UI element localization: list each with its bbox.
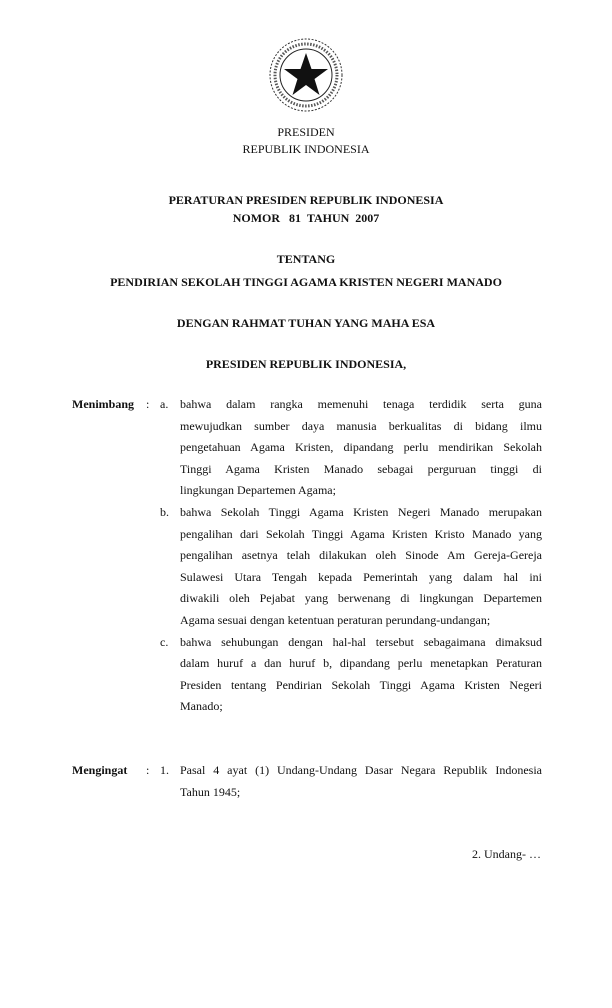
text-line: bahwa Sekolah Tinggi Agama Kristen Negeri Manado merupakan	[180, 505, 542, 519]
text-line: pengetahuan Agama Kristen, dipandang perlu mendirikan Sekolah	[180, 440, 542, 455]
invocation: DENGAN RAHMAT TUHAN YANG MAHA ESA	[176, 316, 436, 330]
mengingat-label: Mengingat	[72, 763, 128, 777]
item-marker: 1.	[160, 763, 169, 777]
regulation-title: PERATURAN PRESIDEN REPUBLIK INDONESIA	[168, 193, 444, 207]
text-line: Pasal 4 ayat (1) Undang-Undang Dasar Negara Republik Indonesia	[180, 763, 542, 777]
regulation-number: NOMOR 81 TAHUN 2007	[232, 211, 380, 225]
item-marker: c.	[160, 634, 169, 649]
text-line: lingkungan Departemen Agama;	[180, 483, 336, 498]
text-line: bahwa dalam rangka memenuhi tenaga terdidik serta guna	[180, 397, 542, 411]
subject-label: TENTANG	[276, 252, 336, 266]
state-emblem-icon	[266, 36, 346, 114]
header-republic: REPUBLIK INDONESIA	[242, 142, 370, 156]
text-line: Sulawesi Utara Tengah kepada Pemerintah yang dalam hal ini	[180, 569, 542, 584]
text-line: Tinggi Agama Kristen Manado sebagai perguruan tinggi di	[180, 461, 542, 476]
menimbang-colon: :	[146, 397, 150, 411]
item-marker: a.	[160, 397, 169, 411]
subject-title: PENDIRIAN SEKOLAH TINGGI AGAMA KRISTEN NEGERI MANADO	[110, 275, 502, 289]
text-line: bahwa sehubungan dengan hal-hal tersebut sebagaimana dimaksud	[180, 634, 542, 649]
text-line: pengalihan dari Sekolah Tinggi Agama Kristen Kristo Manado yang	[180, 526, 542, 541]
menimbang-label: Menimbang	[72, 397, 135, 411]
text-line: diwakili oleh Pejabat yang berwenang di lingkungan Departemen	[180, 591, 542, 606]
president-heading: PRESIDEN REPUBLIK INDONESIA,	[205, 357, 407, 371]
text-line: Presiden tentang Pendirian Sekolah Tinggi Agama Kristen Negeri	[180, 677, 542, 692]
text-line: Tahun 1945;	[180, 784, 241, 799]
item-marker: b.	[160, 505, 169, 519]
text-line: mewujudkan sumber daya manusia berkualitas di bidang ilmu	[180, 418, 542, 433]
continuation-note: 2. Undang- …	[472, 847, 541, 861]
mengingat-colon: :	[146, 763, 150, 777]
header-president: PRESIDEN	[277, 125, 335, 139]
text-line: Agama sesuai dengan ketentuan peraturan perundang-undangan;	[180, 613, 491, 627]
text-line: dalam huruf a dan huruf b, dipandang perlu menetapkan Peraturan	[180, 656, 542, 671]
text-line: pengalihan asetnya telah dilakukan oleh Sinode Am Gereja-Gereja	[180, 548, 542, 563]
text-line: Manado;	[180, 699, 223, 714]
